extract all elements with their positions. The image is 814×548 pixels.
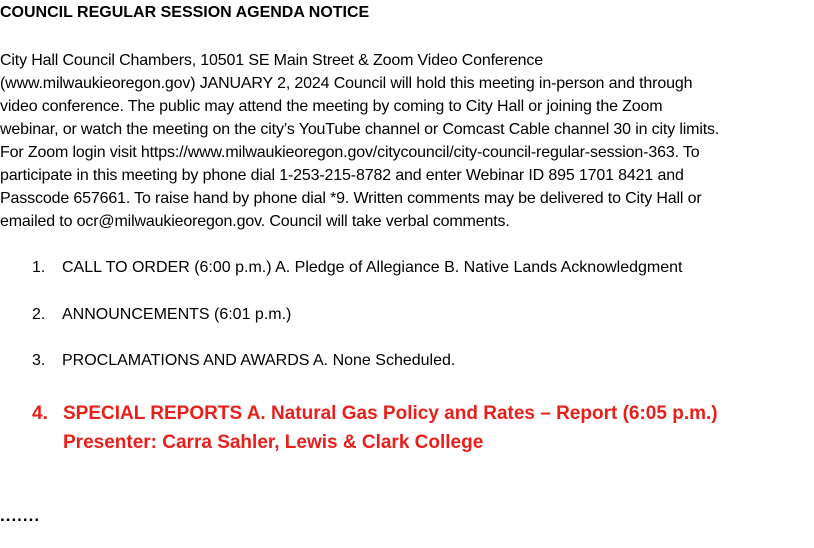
continuation-ellipsis: ....... bbox=[0, 506, 41, 525]
special-report-title: SPECIAL REPORTS A. Natural Gas Policy and Rates – Report (6:05 p.m.) bbox=[63, 403, 718, 424]
intro-line: webinar, or watch the meeting on the city’s YouTube channel or Comcast Cable channel 30 in city limits. bbox=[0, 121, 720, 138]
intro-line: video conference. The public may attend the meeting by coming to City Hall or joining the Zoom bbox=[0, 98, 663, 115]
agenda-item-text: PROCLAMATIONS AND AWARDS A. None Scheduled. bbox=[62, 352, 456, 369]
intro-line: City Hall Council Chambers, 10501 SE Main Street & Zoom Video Conference bbox=[0, 52, 543, 69]
meeting-info-paragraph bbox=[0, 49, 812, 233]
agenda-item-number: 2. bbox=[32, 306, 46, 323]
agenda-item-text bbox=[63, 399, 718, 457]
agenda-item-text: ANNOUNCEMENTS (6:01 p.m.) bbox=[62, 306, 292, 323]
special-report-presenter: Presenter: Carra Sahler, Lewis & Clark College bbox=[63, 432, 484, 453]
agenda-item-special-reports bbox=[32, 399, 718, 457]
agenda-item-number: 3. bbox=[32, 352, 46, 369]
agenda-item-announcements bbox=[32, 306, 291, 324]
intro-line: For Zoom login visit https://www.milwaukieoregon.gov/citycouncil/city-council-regular-session-363. To bbox=[0, 144, 700, 161]
agenda-item-number: 4. bbox=[32, 403, 48, 424]
agenda-item-call-to-order bbox=[32, 259, 682, 277]
document-title: COUNCIL REGULAR SESSION AGENDA NOTICE bbox=[0, 4, 370, 21]
agenda-item-number: 1. bbox=[32, 259, 46, 276]
intro-line: participate in this meeting by phone dial 1-253-215-8782 and enter Webinar ID 895 1701 8421 and bbox=[0, 167, 684, 184]
agenda-item-proclamations bbox=[32, 352, 455, 370]
agenda-item-text: CALL TO ORDER (6:00 p.m.) A. Pledge of Allegiance B. Native Lands Acknowledgment bbox=[62, 259, 683, 276]
intro-line: (www.milwaukieoregon.gov) JANUARY 2, 2024 Council will hold this meeting in-person and through bbox=[0, 75, 693, 92]
intro-line: Passcode 657661. To raise hand by phone dial *9. Written comments may be delivered to City Hall or bbox=[0, 190, 702, 207]
intro-line: emailed to ocr@milwaukieoregon.gov. Council will take verbal comments. bbox=[0, 213, 510, 230]
